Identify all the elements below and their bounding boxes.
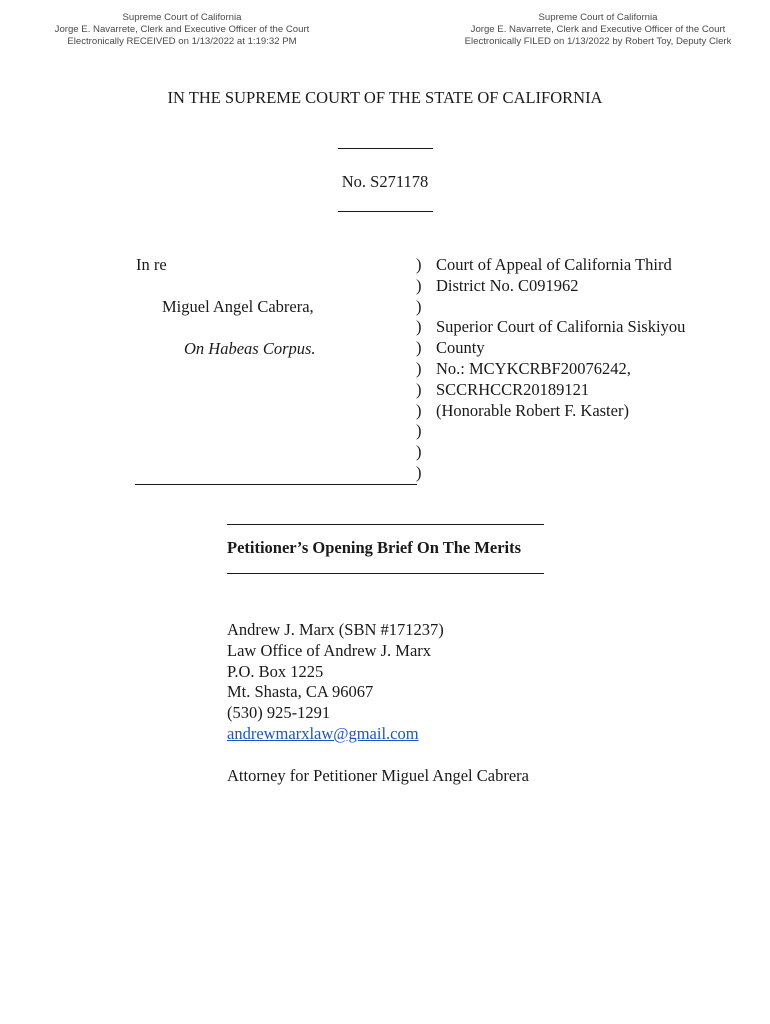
paren: )	[416, 400, 422, 420]
in-re-label: In re	[136, 255, 167, 274]
filed-stamp-date: Electronically FILED on 1/13/2022 by Robert Toy, Deputy Clerk	[464, 36, 732, 47]
received-stamp-date: Electronically RECEIVED on 1/13/2022 at 1:19:32 PM	[67, 36, 297, 47]
lower-court-line: SCCRHCCR20189121	[436, 379, 590, 399]
paren: )	[416, 317, 422, 337]
paren: )	[416, 296, 422, 316]
brief-title-rule-bottom	[227, 573, 544, 574]
counsel-block	[227, 620, 444, 745]
court-heading: IN THE SUPREME COURT OF THE STATE OF CALIFORNIA	[167, 88, 603, 107]
paren: )	[416, 358, 422, 378]
filed-stamp-clerk: Jorge E. Navarrete, Clerk and Executive Officer of the Court	[470, 24, 726, 35]
received-stamp	[48, 12, 316, 48]
lower-court-info	[436, 255, 685, 421]
lower-court-line: Superior Court of California Siskiyou	[436, 317, 686, 337]
counsel-firm: Law Office of Andrew J. Marx	[227, 640, 432, 660]
caption-paren-column	[416, 255, 422, 484]
divider-rule-bottom	[338, 211, 433, 212]
brief-title-rule-top	[227, 524, 544, 525]
lower-court-line: No.: MCYKCRBF20076242,	[436, 358, 631, 378]
counsel-po-box: P.O. Box 1225	[227, 661, 324, 681]
paren: )	[416, 462, 422, 482]
proceeding-type: On Habeas Corpus.	[184, 339, 316, 358]
paren: )	[416, 338, 422, 358]
filed-stamp-court: Supreme Court of California	[538, 12, 658, 23]
paren: )	[416, 421, 422, 441]
filed-stamp	[457, 12, 739, 48]
paren: )	[416, 442, 422, 462]
lower-court-line	[436, 297, 685, 318]
brief-title: Petitioner’s Opening Brief On The Merits	[227, 538, 522, 557]
divider-rule-top	[338, 148, 433, 149]
paren: )	[416, 275, 422, 295]
paren: )	[416, 379, 422, 399]
petitioner-name: Miguel Angel Cabrera,	[162, 297, 314, 316]
case-number: No. S271178	[341, 172, 429, 191]
counsel-email-link[interactable]: andrewmarxlaw@gmail.com	[227, 723, 419, 743]
lower-court-line: Court of Appeal of California Third	[436, 255, 672, 274]
attorney-for: Attorney for Petitioner Miguel Angel Cabrera	[227, 766, 529, 785]
counsel-name: Andrew J. Marx (SBN #171237)	[227, 620, 444, 639]
received-stamp-court: Supreme Court of California	[122, 12, 242, 23]
caption-underline	[135, 484, 417, 485]
lower-court-line: (Honorable Robert F. Kaster)	[436, 400, 629, 420]
lower-court-line: County	[436, 338, 485, 358]
paren: )	[416, 255, 422, 274]
received-stamp-clerk: Jorge E. Navarrete, Clerk and Executive Officer of the Court	[54, 24, 310, 35]
counsel-phone: (530) 925-1291	[227, 703, 331, 723]
lower-court-line: District No. C091962	[436, 275, 579, 295]
counsel-city: Mt. Shasta, CA 96067	[227, 682, 374, 702]
